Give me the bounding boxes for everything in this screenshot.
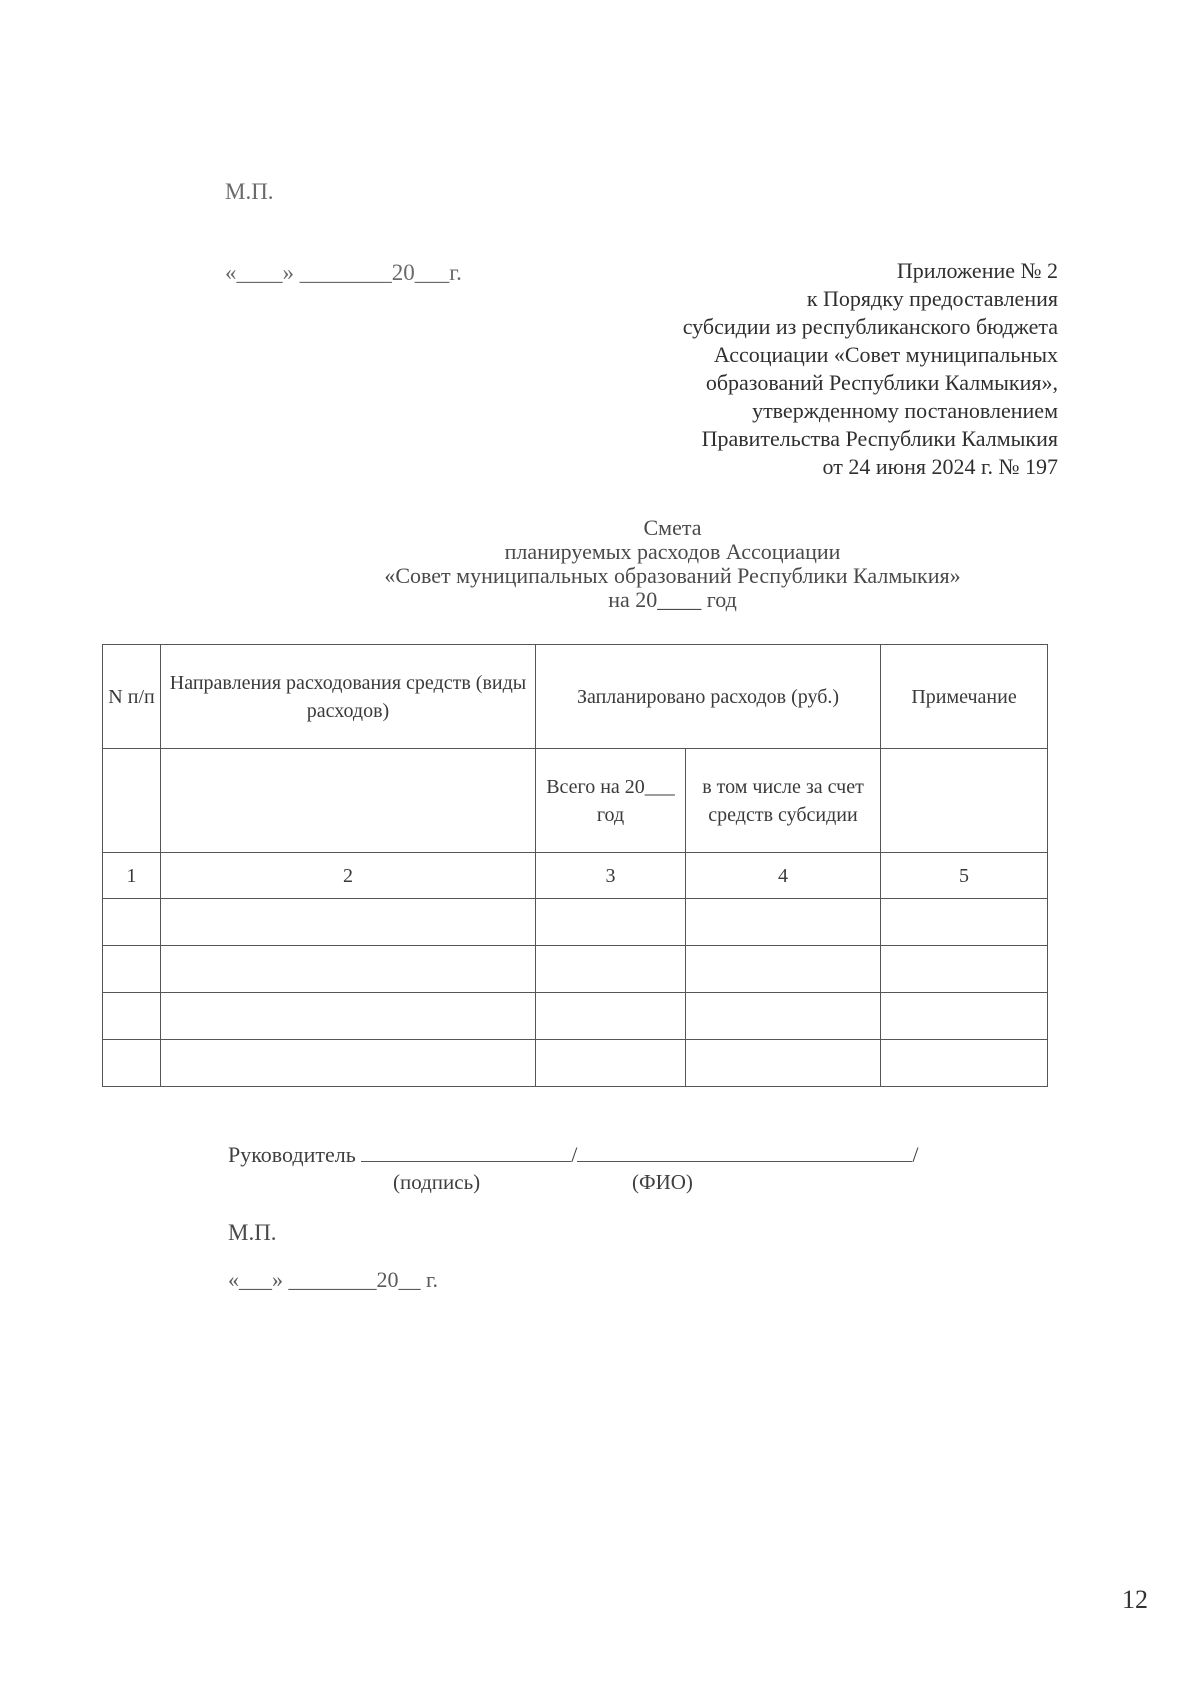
table-cell xyxy=(881,946,1048,993)
table-cell xyxy=(103,749,161,853)
table-cell xyxy=(686,993,881,1040)
table-cell xyxy=(881,899,1048,946)
table-cell xyxy=(686,1040,881,1087)
signature-separator: / xyxy=(912,1142,919,1167)
table-cell xyxy=(161,899,536,946)
top-stamp-label: М.П. xyxy=(225,179,274,204)
signature-label: Руководитель xyxy=(228,1142,356,1167)
index-cell: 4 xyxy=(686,853,881,899)
signature-line xyxy=(228,1142,919,1168)
table-cell xyxy=(103,993,161,1040)
table-cell xyxy=(161,993,536,1040)
name-caption: (ФИО) xyxy=(632,1170,693,1194)
table-cell xyxy=(686,946,881,993)
top-stamp-block xyxy=(225,124,462,340)
table-cell xyxy=(161,749,536,853)
title-line: Смета xyxy=(643,515,702,540)
table-row xyxy=(103,1040,1048,1087)
table-row xyxy=(103,899,1048,946)
table-subheader-row xyxy=(103,749,1048,853)
table-cell xyxy=(103,899,161,946)
top-date-line: «____» ________20___г. xyxy=(225,260,462,285)
table-cell xyxy=(161,1040,536,1087)
table-row xyxy=(103,993,1048,1040)
signature-caption: (подпись) xyxy=(393,1170,481,1194)
appendix-line: Приложение № 2 xyxy=(896,258,1058,283)
table-cell xyxy=(536,946,686,993)
signature-separator: / xyxy=(571,1142,578,1167)
header-planned: Запланировано расходов (руб.) xyxy=(536,645,881,749)
appendix-reference xyxy=(598,257,1058,481)
signature-blank xyxy=(361,1143,571,1162)
table-index-row xyxy=(103,853,1048,899)
bottom-stamp-label: М.П. xyxy=(228,1220,277,1245)
appendix-line: образований Республики Калмыкия», xyxy=(705,370,1058,395)
header-number: N п/п xyxy=(103,645,161,749)
document-title xyxy=(300,516,1045,612)
bottom-date-line: «___» ________20__ г. xyxy=(228,1267,439,1292)
index-cell: 5 xyxy=(881,853,1048,899)
appendix-line: Ассоциации «Совет муниципальных xyxy=(713,342,1058,367)
table-cell xyxy=(881,749,1048,853)
index-cell: 1 xyxy=(103,853,161,899)
table-cell xyxy=(536,1040,686,1087)
table-cell xyxy=(881,993,1048,1040)
page-number: 12 xyxy=(1122,1585,1148,1614)
appendix-line: Правительства Республики Калмыкия xyxy=(701,426,1058,451)
name-blank xyxy=(577,1143,912,1162)
header-subsidy: в том числе за счет средств субсидии xyxy=(686,749,881,853)
table-cell xyxy=(536,899,686,946)
table-cell xyxy=(161,946,536,993)
appendix-line: к Порядку предоставления xyxy=(806,286,1058,311)
expense-table xyxy=(102,644,1048,1087)
table-cell xyxy=(536,993,686,1040)
appendix-line: субсидии из республиканского бюджета xyxy=(682,314,1058,339)
table-row xyxy=(103,946,1048,993)
index-cell: 2 xyxy=(161,853,536,899)
table-cell xyxy=(103,946,161,993)
appendix-line: от 24 июня 2024 г. № 197 xyxy=(822,454,1058,479)
title-line: «Совет муниципальных образований Республики Калмыкия» xyxy=(384,563,961,588)
title-line: планируемых расходов Ассоциации xyxy=(504,539,841,564)
header-direction: Направления расходования средств (виды расходов) xyxy=(161,645,536,749)
table-cell xyxy=(686,899,881,946)
table-cell xyxy=(881,1040,1048,1087)
header-total: Всего на 20___ год xyxy=(536,749,686,853)
table-header-row xyxy=(103,645,1048,749)
header-note: Примечание xyxy=(881,645,1048,749)
table-cell xyxy=(103,1040,161,1087)
appendix-line: утвержденному постановлением xyxy=(752,398,1058,423)
title-line: на 20____ год xyxy=(608,587,737,612)
index-cell: 3 xyxy=(536,853,686,899)
